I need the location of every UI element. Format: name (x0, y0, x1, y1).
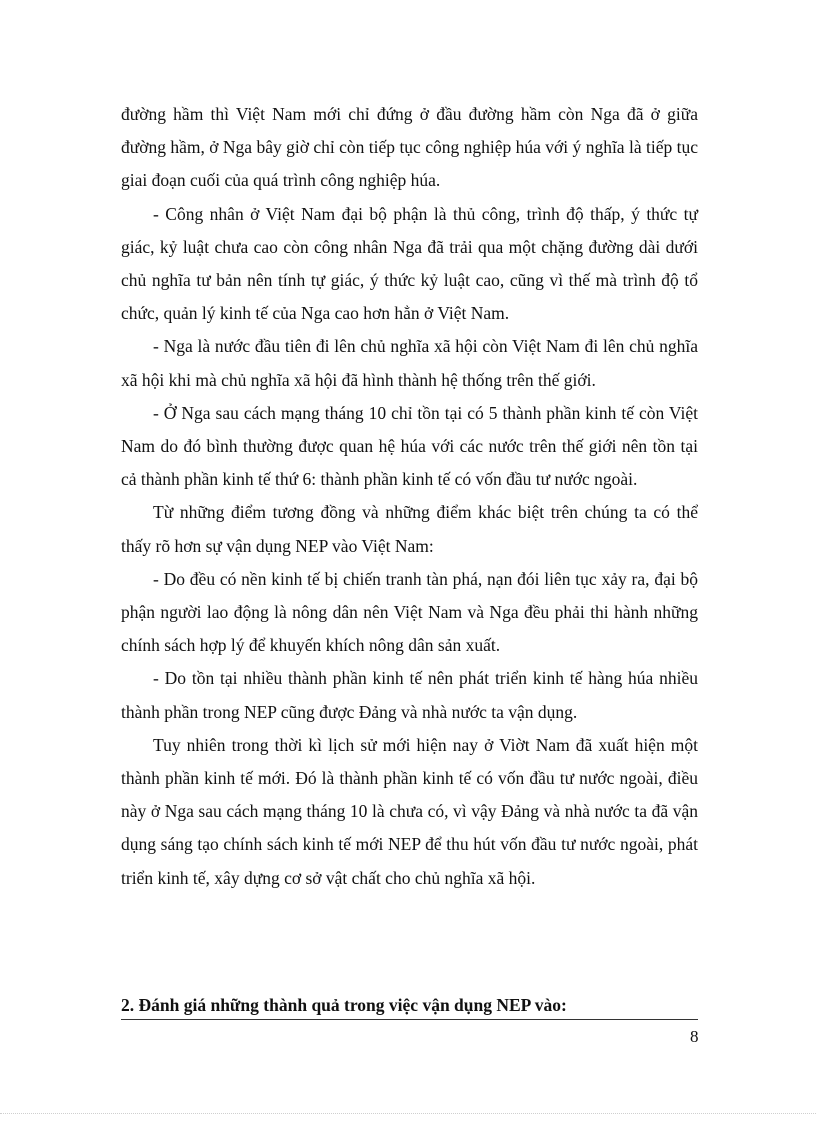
paragraph-agriculture: - Do đều có nền kinh tế bị chiến tranh tàn phá, nạn đói liên tục xảy ra, đại bộ phận người lao động là nông dân nên Việt Nam và Nga đều phải thi hành những chính sách hợp lý để khuyến khích nông dân sản xuất. (121, 568, 698, 656)
paragraph-russia-first: - Nga là nước đầu tiên đi lên chủ nghĩa xã hội còn Việt Nam đi lên chủ nghĩa xã hội khi mà chủ nghĩa xã hội đã hình thành hệ thống trên thế giới. (121, 336, 698, 390)
paragraph-workers: - Công nhân ở Việt Nam đại bộ phận là thủ công, trình độ thấp, ý thức tự giác, kỷ luật chưa cao còn công nhân Nga đã trải qua một chặng đường dài dưới chủ nghĩa tư bản nên tính tự giác, ý thức kỷ luật cao, cũng vì thế mà trình độ tổ chức, quản lý kinh tế của Nga cao hơn hẳn ở Việt Nam. (121, 203, 698, 324)
body-text (121, 98, 698, 895)
page-number: 8 (690, 1027, 699, 1046)
paragraph-similarities: Từ những điểm tương đồng và những điểm khác biệt trên chúng ta có thể thấy rõ hơn sự vận dụng NEP vào Việt Nam: (121, 502, 698, 556)
paragraph-economic-sectors: - Ở Nga sau cách mạng tháng 10 chỉ tồn tại có 5 thành phần kinh tế còn Việt Nam do đó bình thường được quan hệ húa với các nước trên thế giới nên tồn tại cả thành phần kinh tế thứ 6: thành phần kinh tế có vốn đầu tư nước ngoài. (121, 402, 698, 490)
page-bottom-border (0, 1113, 816, 1114)
section-heading: 2. Đánh giá những thành quả trong việc vận dụng NEP vào: (121, 995, 567, 1015)
paragraph-continuation: đường hầm thì Việt Nam mới chỉ đứng ở đầu đường hầm còn Nga đã ở giữa đường hầm, ở Nga bây giờ chỉ còn tiếp tục công nghiệp húa với ý nghĩa là tiếp tục giai đoạn cuối của quá trình công nghiệp húa. (121, 104, 698, 191)
footer-divider (121, 1019, 698, 1020)
paragraph-commodity-economy: - Do tồn tại nhiều thành phần kinh tế nên phát triển kinh tế hàng húa nhiều thành phần trong NEP cũng được Đảng và nhà nước ta vận dụng. (121, 668, 698, 722)
paragraph-foreign-investment: Tuy nhiên trong thời kì lịch sử mới hiện nay ở Viờt Nam đã xuất hiện một thành phần kinh tế mới. Đó là thành phần kinh tế có vốn đầu tư nước ngoài, điều này ở Nga sau cách mạng tháng 10 là chưa có, vì vậy Đảng và nhà nước ta đã vận dụng sáng tạo chính sách kinh tế mới NEP để thu hút vốn đầu tư nước ngoài, phát triển kinh tế, xây dựng cơ sở vật chất cho chủ nghĩa xã hội. (121, 734, 698, 888)
